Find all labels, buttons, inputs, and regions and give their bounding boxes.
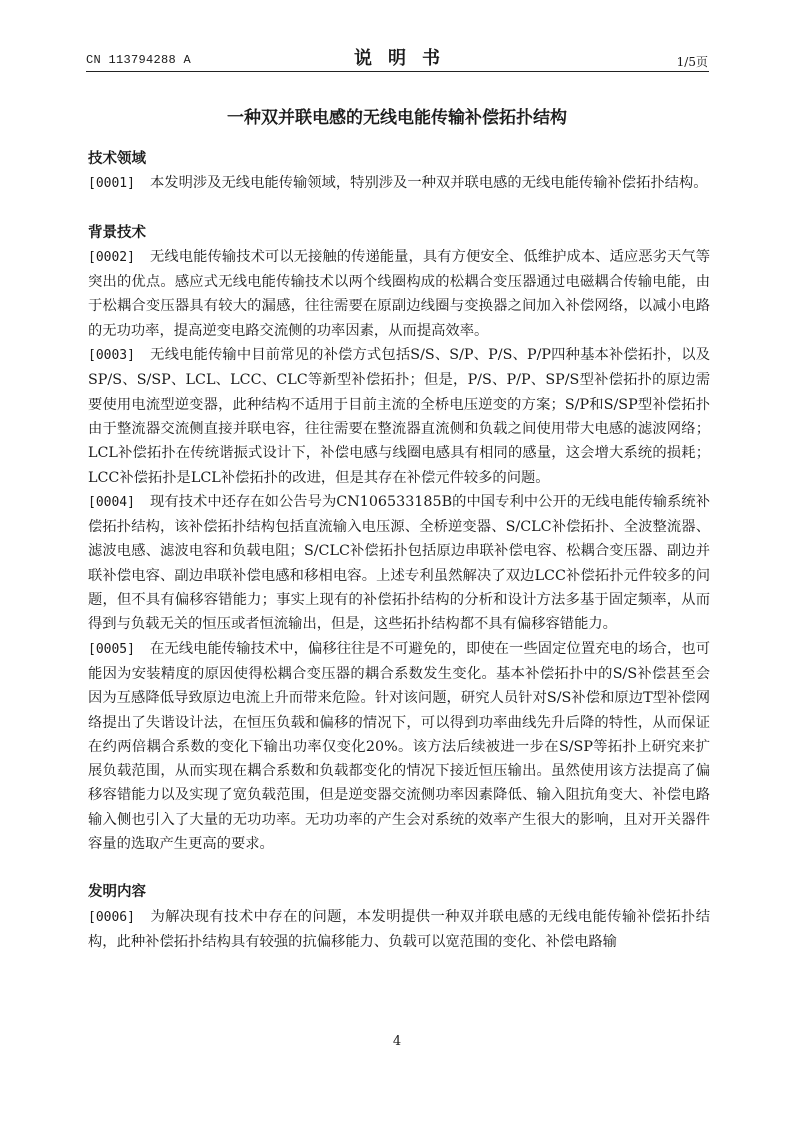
paragraph xyxy=(88,245,710,343)
document-type: 说明书 xyxy=(354,48,456,69)
header-divider xyxy=(86,71,709,72)
paragraph-text: 在无线电能传输技术中，偏移往往是不可避免的，即使在一些固定位置充电的场合，也可能因为安装精度的原因使得松耦合变压器的耦合系数发生变化。基本补偿拓扑中的S/S补偿甚至会因为互感降低导致原边电流上升而带来危险。针对该问题，研究人员针对S/S补偿和原边T型补偿网络提出了失谐设计法，在恒压负载和偏移的情况下，可以得到功率曲线先升后降的特性，从而保证在约两倍耦合系数的变化下输出功率仅变化20%。该方法后续被进一步在S/SP等拓扑上研究来扩展负载范围，从而实现在耦合系数和负载都变化的情况下接近恒压输出。虽然使用该方法提高了偏移容错能力以及实现了宽负载范围，但是逆变器交流侧功率因素降低、输入阻抗角变大、补偿电路输入侧也引入了大量的无功功率。无功功率的产生会对系统的效率产生很大的影响，且对开关器件容量的选取产生更高的要求。 xyxy=(88,640,710,853)
section-heading: 技术领域 xyxy=(88,151,146,167)
section-background xyxy=(88,221,710,857)
section-technical-field xyxy=(88,147,710,197)
section-summary xyxy=(88,880,710,954)
document-title: 一种双并联电感的无线电能传输补偿拓扑结构 xyxy=(227,108,567,128)
paragraph xyxy=(88,343,710,490)
paragraph-text: 无线电能传输技术可以无接触的传递能量，具有方便安全、低维护成本、适应恶劣天气等突出的优点。感应式无线电能传输技术以两个线圈构成的松耦合变压器通过电磁耦合传输电能，由于松耦合变压器具有较大的漏感，往往需要在原副边线圈与变换器之间加入补偿网络，以减小电路的无功功率，提高逆变电路交流侧的功率因素，从而提高效率。 xyxy=(88,248,710,339)
paragraph-text: 无线电能传输中目前常见的补偿方式包括S/S、S/P、P/S、P/P四种基本补偿拓扑，以及SP/S、S/SP、LCL、LCC、CLC等新型补偿拓扑；但是，P/S、P/P、SP/S型补偿拓扑的原边需要使用电流型逆变器，此种结构不适用于目前主流的全桥电压逆变的方案；S/P和S/SP型补偿拓扑由于整流器交流侧直接并联电容，往往需要在整流器直流侧和负载之间使用带大电感的滤波网络；LCL补偿拓扑在传统谐振式设计下，补偿电感与线圈电感具有相同的感量，这会增大系统的损耗；LCC补偿拓扑是LCL补偿拓扑的改进，但是其存在补偿元件较多的问题。 xyxy=(88,347,710,486)
paragraph xyxy=(88,171,710,196)
paragraph-text: 为解决现有技术中存在的问题，本发明提供一种双并联电感的无线电能传输补偿拓扑结构，此种补偿拓扑结构具有较强的抗偏移能力、负载可以宽范围的变化、补偿电路输 xyxy=(88,908,710,950)
paragraph-number: [0006] xyxy=(88,909,135,925)
paragraph-number: [0004] xyxy=(88,494,135,510)
paragraph-number: [0002] xyxy=(88,249,135,265)
paragraph-number: [0005] xyxy=(88,641,135,657)
patent-number: CN 113794288 A xyxy=(86,53,192,67)
paragraph-number: [0003] xyxy=(88,348,135,364)
page-indicator: 1/5页 xyxy=(676,55,708,69)
paragraph xyxy=(88,637,710,857)
page-number: 4 xyxy=(392,1034,402,1049)
paragraph xyxy=(88,905,710,955)
paragraph xyxy=(88,490,710,637)
paragraph-text: 现有技术中还存在如公告号为CN106533185B的中国专利中公开的无线电能传输系统补偿拓扑结构，该补偿拓扑结构包括直流输入电压源、全桥逆变器、S/CLC补偿拓扑、全波整流器、滤波电感、滤波电容和负载电阻；S/CLC补偿拓扑包括原边串联补偿电容、松耦合变压器、副边并联补偿电容、副边串联补偿电感和移相电容。上述专利虽然解决了双边LCC补偿拓扑元件较多的问题，但不具有偏移容错能力；事实上现有的补偿拓扑结构的分析和设计方法多基于固定频率，从而得到与负载无关的恒压或者恒流输出，但是，这些拓扑结构都不具有偏移容错能力。 xyxy=(88,493,710,633)
section-heading: 发明内容 xyxy=(88,884,146,901)
paragraph-text: 本发明涉及无线电能传输领域，特别涉及一种双并联电感的无线电能传输补偿拓扑结构。 xyxy=(150,175,708,192)
paragraph-number: [0001] xyxy=(88,176,135,192)
section-heading: 背景技术 xyxy=(88,224,146,241)
document-body xyxy=(88,147,710,954)
